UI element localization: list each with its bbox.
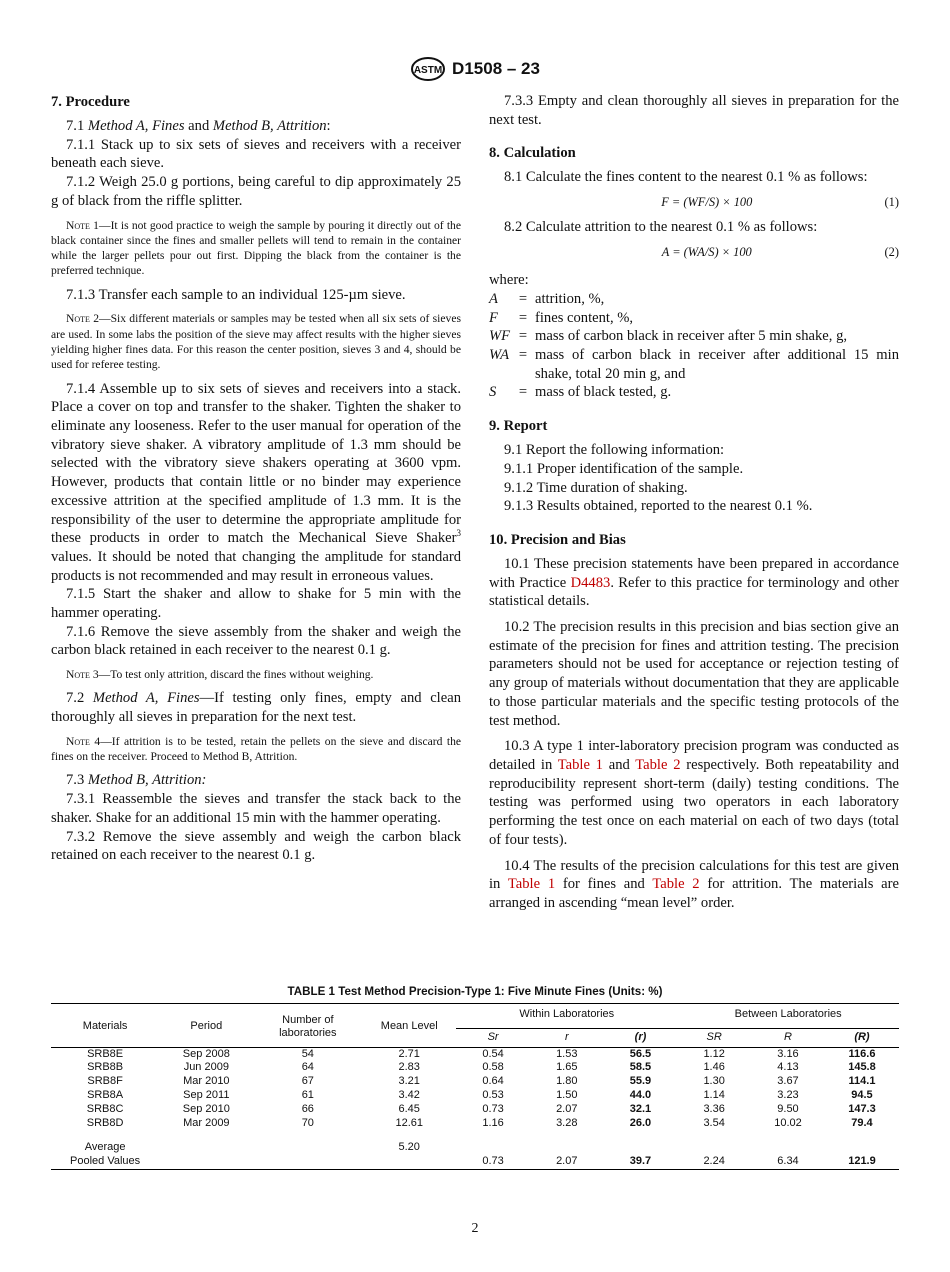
col-within-labs: Within Laboratories	[456, 1004, 677, 1029]
definition-row: F = fines content, %,	[489, 309, 634, 326]
note-1: Note 1—It is not good practice to weigh the sample by pouring it directly out of the black container since the fines and smaller pellets will tend to remain in the container while the larger pellets pour out first. Dipping the black from the container is the preferred technique.	[51, 218, 461, 278]
para-10-4: 10.4 The results of the precision calculations for this test are given in Table 1 for fines and Table 2 for attrition. The materials are arranged in ascending “mean level” order.	[489, 857, 899, 911]
para-9-1-2: 9.1.2 Time duration of shaking.	[504, 479, 688, 496]
para-7-1-3: 7.1.3 Transfer each sample to an individual 125-µm sieve.	[66, 286, 406, 303]
page-header	[0, 56, 950, 82]
col-R: R	[751, 1028, 825, 1047]
col-r: r	[530, 1028, 604, 1047]
para-7-1-1: 7.1.1 Stack up to six sets of sieves and receivers with a receiver beneath each sieve.	[51, 136, 461, 172]
table-row: SRB8C Sep 2010 66 6.45 0.73 2.07 32.1 3.36 9.50 147.3	[86, 1102, 876, 1115]
para-7-3-2: 7.3.2 Remove the sieve assembly and weigh the carbon black retained on each receiver to the nearest 0.1 g.	[51, 828, 461, 864]
section-9-title: 9. Report	[489, 418, 548, 435]
col-materials: Materials	[51, 1004, 159, 1048]
precision-table	[51, 1003, 899, 1170]
table-row-average: Average 5.20	[84, 1141, 420, 1154]
equation-1: F = (WF/S) × 100 (1)	[661, 195, 899, 210]
designation: D1508 – 23	[452, 59, 540, 78]
para-10-1: 10.1 These precision statements have been prepared in accordance with Practice D4483. Refer to this practice for terminology and other statistical details.	[489, 555, 899, 610]
astm-logo-icon	[410, 56, 446, 82]
link-table-1[interactable]: Table 1	[557, 756, 603, 773]
para-10-3: 10.3 A type 1 inter-laboratory precision program was conducted as detailed in Table 1 and Table 2 respectively. Both repeatability and reproducibility represent short-term (daily) testing conditions. The testing was performed using two operators in each laboratory performing the test once on each material on each of two days (total of four tests).	[489, 738, 900, 848]
link-d4483[interactable]: D4483	[570, 574, 611, 591]
table-row: SRB8F Mar 2010 67 3.21 0.64 1.80 55.9 1.30 3.67 114.1	[87, 1075, 876, 1088]
link-table-1[interactable]: Table 1	[507, 876, 556, 893]
para-9-1: 9.1 Report the following information:	[504, 442, 725, 459]
link-table-2[interactable]: Table 2	[652, 876, 700, 893]
para-8-1: 8.1 Calculate the fines content to the nearest 0.1 % as follows:	[504, 169, 868, 186]
definition-row: WA = mass of carbon black in receiver after additional 15 min shake, total 20 min g, and	[489, 347, 899, 382]
para-10-2: 10.2 The precision results in this precision and bias section give an estimate of the precision for fines and attrition testing. The precision parameters should not be used for acceptance or rejection testing of any group of materials without documentation that they are applicable to those particular materials and the specific testing protocols of the test method.	[489, 619, 899, 729]
definitions	[489, 290, 899, 402]
right-column	[489, 92, 899, 913]
definition-row: A = attrition, %,	[489, 290, 605, 307]
section-8-title: 8. Calculation	[489, 145, 576, 162]
para-7-1-2: 7.1.2 Weigh 25.0 g portions, being careful to dip approximately 25 g of black from the riffle splitter.	[51, 174, 461, 209]
col-SR: SR	[677, 1028, 751, 1047]
note-3: Note 3—To test only attrition, discard the fines without weighing.	[66, 668, 374, 682]
table-1	[51, 985, 899, 1170]
col-num-labs: Number of laboratories	[253, 1004, 362, 1048]
table-spacer	[51, 1130, 899, 1141]
equation-2: A = (WA/S) × 100 (2)	[661, 244, 899, 259]
para-7-3: 7.3 Method B, Attrition:	[66, 772, 207, 789]
section-10-title: 10. Precision and Bias	[489, 531, 626, 548]
table-caption: TABLE 1 Test Method Precision-Type 1: Five Minute Fines (Units: %)	[287, 985, 663, 998]
table-row: SRB8B Jun 2009 64 2.83 0.58 1.65 58.5 1.46 4.13 145.8	[87, 1061, 876, 1074]
para-7-1: 7.1 Method A, Fines and Method B, Attrition:	[66, 118, 331, 134]
para-7-2: 7.2 Method A, Fines—If testing only fines, empty and clean thoroughly all sieves in preparation for the next test.	[51, 690, 461, 726]
table-row: SRB8A Sep 2011 61 3.42 0.53 1.50 44.0 1.14 3.23 94.5	[87, 1088, 873, 1101]
para-7-1-5: 7.1.5 Start the shaker and allow to shake for 5 min with the hammer operating.	[51, 586, 461, 622]
definition-row: S = mass of black tested, g.	[489, 384, 672, 401]
section-7-title: 7. Procedure	[51, 94, 130, 110]
col-r-paren: (r)	[604, 1028, 678, 1047]
para-7-3-3: 7.3.3 Empty and clean thoroughly all sieves in preparation for the next test.	[489, 93, 899, 128]
col-sr: Sr	[456, 1028, 530, 1047]
definition-row: WF = mass of carbon black in receiver after 5 min shake, g,	[489, 328, 848, 345]
para-7-1-4: 7.1.4 Assemble up to six sets of sieves and receivers into a stack. Place a cover on top and transfer to the shaker. Tighten the shaker to eliminate any looseness. Refer to the user manual for operation of the vibratory sieve shaker. A vibratory amplitude of 1.3 mm should be selected with the vibratory sieve shakers operating at 3600 vpm. However, products that contain little or no binder may experience excessive attrition at the specified amplitude of 1.3 mm. It is the responsibility of the user to determine the appropriate amplitude for these products in order to match the Mechanical Sieve Shaker$^3$ values. It should be noted that changing the amplitude for standard products is not recommended and may result in erroneous values.	[51, 380, 461, 584]
svg-text:ASTM: ASTM	[413, 65, 443, 76]
table-row-pooled: Pooled Values 0.73 2.07 39.7 2.24 6.34 121.9	[51, 1155, 899, 1169]
para-8-2: 8.2 Calculate attrition to the nearest 0.1 % as follows:	[504, 218, 818, 235]
where-label: where:	[489, 272, 529, 289]
table-row: SRB8D Mar 2009 70 12.61 1.16 3.28 26.0 3.54 10.02 79.4	[86, 1116, 873, 1129]
note-4: Note 4—If attrition is to be tested, retain the pellets on the sieve and discard the fines on the receiver. Proceed to Method B, Attrition.	[51, 734, 462, 764]
left-column	[51, 92, 461, 865]
col-between-labs: Between Laboratories	[677, 1004, 899, 1029]
para-9-1-3: 9.1.3 Results obtained, reported to the nearest 0.1 %.	[504, 498, 813, 515]
link-table-2[interactable]: Table 2	[635, 756, 681, 773]
para-7-3-1: 7.3.1 Reassemble the sieves and transfer the stack back to the shaker. Shake for an additional 15 min with the hammer operating.	[51, 791, 461, 826]
note-2: Note 2—Six different materials or samples may be tested when all six sets of sieves are used. In some labs the position of the sieve may affect results with the higher sieves yielding higher fines data. For this reason the center position, sieves 3 and 4, should be used for referee testing.	[51, 312, 461, 372]
col-mean-level: Mean Level	[362, 1004, 456, 1048]
page-number: 2	[471, 1221, 479, 1236]
col-R-paren: (R)	[825, 1028, 899, 1047]
table-row: SRB8E Sep 2008 54 2.71 0.54 1.53 56.5 1.12 3.16 116.6	[87, 1047, 876, 1060]
para-7-1-6: 7.1.6 Remove the sieve assembly from the shaker and weigh the carbon black retained in each receiver to the nearest 0.1 g.	[51, 623, 461, 659]
para-9-1-1: 9.1.1 Proper identification of the sample.	[504, 460, 744, 477]
col-period: Period	[159, 1004, 253, 1048]
